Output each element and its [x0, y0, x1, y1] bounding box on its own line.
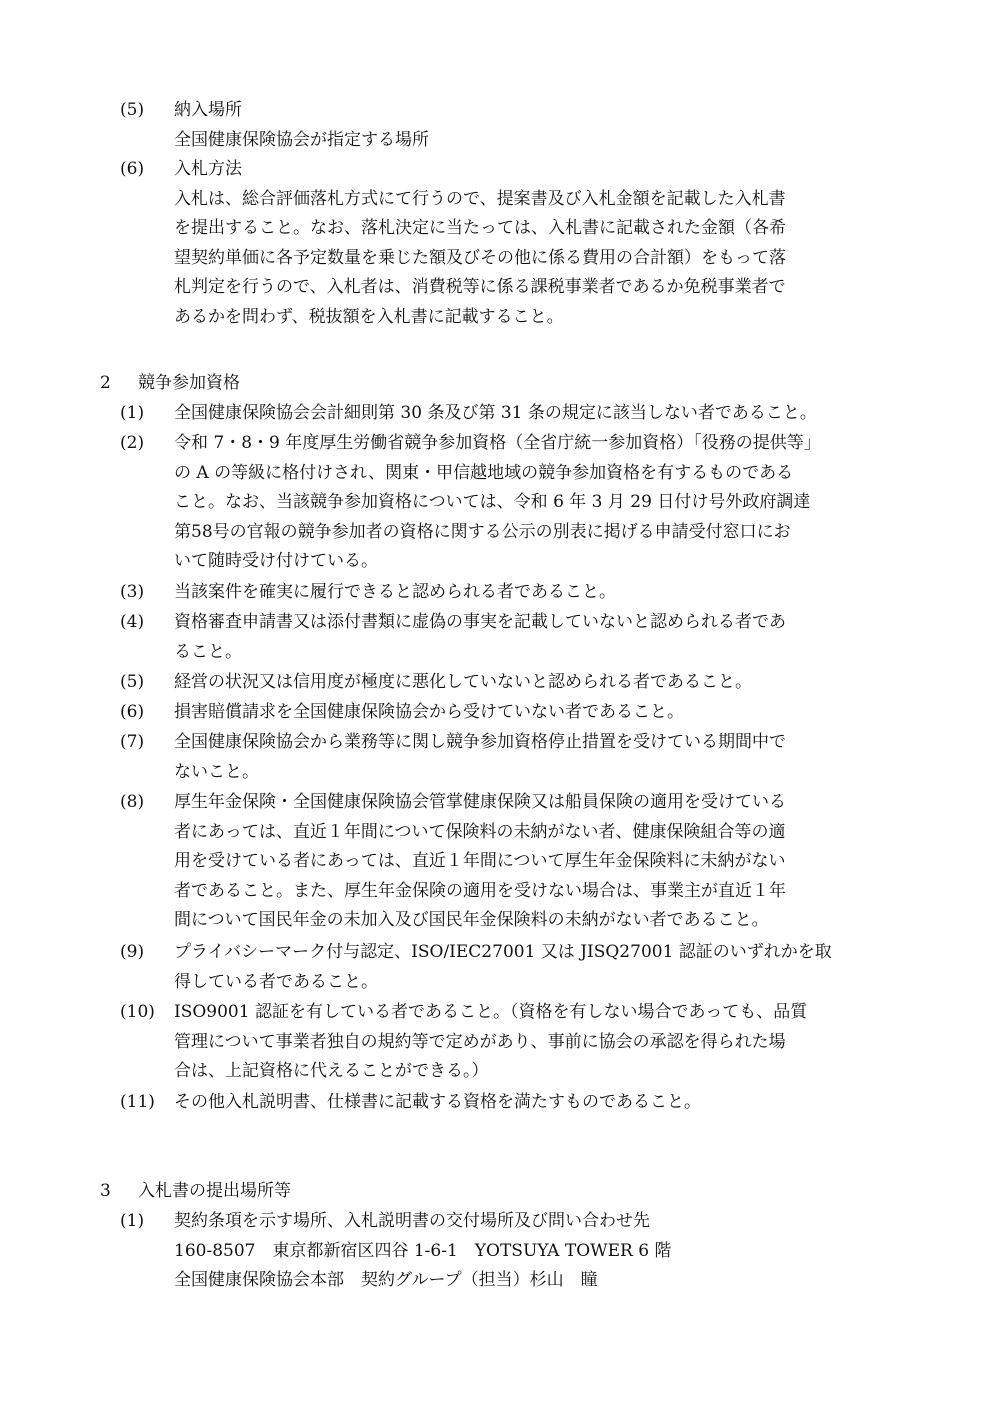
item-body: [174, 608, 914, 667]
item-line: の A の等級に格付けされ、関東・甲信越地域の競争参加資格を有するものである: [174, 462, 794, 483]
item-line: 入札方法: [174, 159, 242, 179]
item-body: [174, 96, 914, 155]
item-line: いて随時受け付けている。: [174, 551, 378, 572]
item-line: 者にあっては、直近１年間について保険料の未納がない者、健康保険組合等の適: [174, 821, 786, 842]
item-line: 経営の状況又は信用度が極度に悪化していないと認められる者であること。: [174, 672, 752, 692]
item-line: 第58号の官報の競争参加者の資格に関する公示の別表に掲げる申請受付窓口にお: [174, 521, 791, 542]
item-number: (4): [120, 612, 145, 632]
item-line: 入札は、総合評価落札方式にて行うので、提案書及び入札金額を記載した入札書: [174, 188, 786, 209]
item-line: 得している者であること。: [174, 971, 378, 992]
item-number: (1): [120, 403, 145, 423]
item-line: 合は、上記資格に代えることができる。）: [174, 1061, 489, 1082]
item-number: (2): [120, 433, 145, 453]
item-number: (3): [120, 582, 145, 602]
section-heading: [100, 369, 240, 399]
item-line: 間について国民年金の未加入及び国民年金保険料の未納がない者であること。: [174, 910, 769, 931]
item-body: [174, 938, 914, 997]
item-number: (6): [120, 702, 145, 722]
item-number: (1): [120, 1211, 145, 1231]
item-line: ISO9001 認証を有している者であること。（資格を有しない場合であっても、品質: [174, 1002, 808, 1022]
item-number: (5): [120, 100, 145, 120]
item-body: [174, 578, 914, 608]
item-line: その他入札説明書、仕様書に記載する資格を満たすものであること。: [174, 1092, 701, 1112]
item-line: 資格審査申請書又は添付書類に虚偽の事実を記載していないと認められる者であ: [174, 612, 786, 632]
item-line: 厚生年金保険・全国健康保険協会管掌健康保険又は船員保険の適用を受けている: [174, 792, 786, 812]
item-line: 用を受けている者にあっては、直近１年間について厚生年金保険料に未納がない: [174, 851, 786, 872]
item-line: 令和 7・8・9 年度厚生労働省競争参加資格（全省庁統一参加資格）「役務の提供等」: [174, 433, 821, 453]
item-body: [174, 698, 914, 728]
item-body: [174, 998, 914, 1087]
item-line: 当該案件を確実に履行できると認められる者であること。: [174, 582, 616, 602]
item-line: 者であること。また、厚生年金保険の適用を受けない場合は、事業主が直近１年: [174, 880, 786, 901]
item-line: 損害賠償請求を全国健康保険協会から受けていない者であること。: [174, 702, 684, 722]
item-body: [174, 668, 914, 698]
item-body: [174, 788, 914, 936]
section-number: 2: [100, 373, 111, 393]
item-line: こと。なお、当該競争参加資格については、令和 6 年 3 月 29 日付け号外政府調達: [174, 492, 811, 513]
section-title: 競争参加資格: [138, 373, 240, 393]
item-line: 全国健康保険協会から業務等に関し競争参加資格停止措置を受けている期間中で: [174, 732, 786, 752]
item-line: 160-8507 東京都新宿区四谷 1-6-1 YOTSUYA TOWER 6 階: [174, 1240, 672, 1261]
item-line: プライバシーマーク付与認定、ISO/IEC27001 又は JISQ27001 認証のいずれかを取: [174, 942, 832, 962]
section-heading: [100, 1177, 291, 1207]
item-line: 全国健康保険協会本部 契約グループ（担当）杉山 瞳: [174, 1270, 598, 1291]
item-line: 全国健康保険協会会計細則第 30 条及び第 31 条の規定に該当しない者であること。: [174, 403, 817, 423]
item-number: (9): [120, 942, 145, 962]
section-title: 入札書の提出場所等: [138, 1181, 291, 1201]
item-number: (5): [120, 672, 145, 692]
item-body: [174, 429, 914, 577]
item-number: (6): [120, 159, 145, 179]
item-body: [174, 399, 914, 429]
item-body: [174, 728, 914, 787]
item-line: 望契約単価に各予定数量を乗じた額及びその他に係る費用の合計額）をもって落: [174, 247, 786, 268]
item-line: 全国健康保険協会が指定する場所: [174, 129, 429, 150]
item-line: あるかを問わず、税抜額を入札書に記載すること。: [174, 306, 564, 327]
item-body: [174, 1088, 914, 1118]
item-line: ないこと。: [174, 761, 259, 782]
section-number: 3: [100, 1181, 111, 1201]
item-line: ること。: [174, 641, 242, 662]
item-line: 札判定を行うので、入札者は、消費税等に係る課税事業者であるか免税事業者で: [174, 277, 786, 298]
item-number: (11): [120, 1092, 155, 1112]
item-number: (7): [120, 732, 145, 752]
item-line: 納入場所: [174, 100, 242, 120]
item-body: [174, 1207, 914, 1296]
item-line: 契約条項を示す場所、入札説明書の交付場所及び問い合わせ先: [174, 1211, 650, 1231]
item-body: [174, 155, 914, 333]
item-number: (10): [120, 1002, 155, 1022]
item-number: (8): [120, 792, 145, 812]
item-line: 管理について事業者独自の規約等で定めがあり、事前に協会の承認を得られた場: [174, 1031, 786, 1052]
item-line: を提出すること。なお、落札決定に当たっては、入札書に記載された金額（各希: [174, 218, 786, 239]
